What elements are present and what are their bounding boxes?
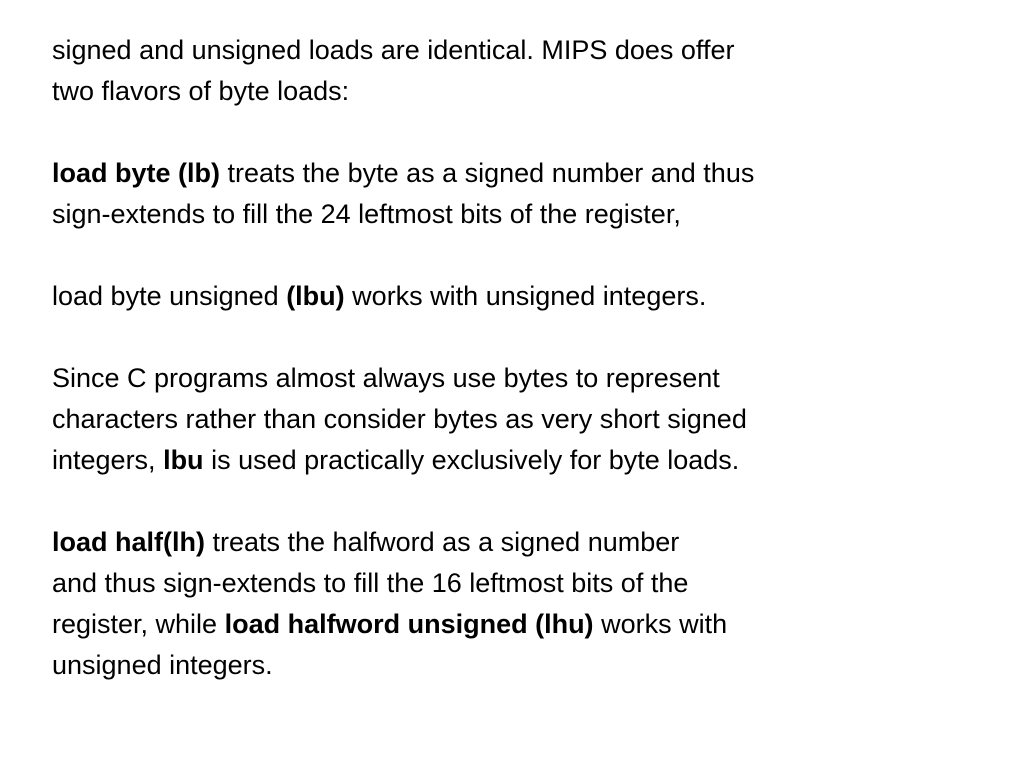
bold-term: load halfword unsigned (lhu) [224, 609, 594, 639]
text-run: signed and unsigned loads are identical. MIPS does offer [52, 35, 735, 65]
text-line [52, 440, 984, 481]
paragraph-5 [52, 522, 984, 686]
paragraph-4 [52, 358, 984, 481]
bold-term: lbu [163, 445, 204, 475]
text-line [52, 71, 984, 112]
text-run: register, while [52, 609, 225, 639]
text-run: load byte unsigned [52, 281, 287, 311]
text-run: treats the byte as a signed number and thus [220, 158, 755, 188]
text-run: Since C programs almost always use bytes to represent [52, 363, 720, 393]
text-line [52, 276, 984, 317]
text-run: unsigned integers. [52, 650, 273, 680]
text-line [52, 399, 984, 440]
text-run: sign-extends to fill the 24 leftmost bits of the register, [52, 199, 681, 229]
text-line [52, 30, 984, 71]
text-line [52, 153, 984, 194]
text-run: works with [593, 609, 728, 639]
bold-term: (lbu) [286, 281, 345, 311]
text-line [52, 563, 984, 604]
text-run: integers, [52, 445, 164, 475]
bold-term: load half(lh) [52, 527, 205, 557]
slide-text [52, 30, 984, 686]
text-line [52, 522, 984, 563]
text-run: two flavors of byte loads: [52, 76, 350, 106]
text-run: and thus sign-extends to fill the 16 leftmost bits of the [52, 568, 689, 598]
text-run: characters rather than consider bytes as very short signed [52, 404, 747, 434]
text-line [52, 194, 984, 235]
text-line [52, 358, 984, 399]
bold-term: load byte (lb) [52, 158, 220, 188]
paragraph-2 [52, 153, 984, 235]
text-run: treats the halfword as a signed number [204, 527, 680, 557]
text-run: is used practically exclusively for byte loads. [203, 445, 740, 475]
paragraph-3 [52, 276, 984, 317]
text-line [52, 645, 984, 686]
text-run: works with unsigned integers. [344, 281, 707, 311]
paragraph-1 [52, 30, 984, 112]
text-line [52, 604, 984, 645]
